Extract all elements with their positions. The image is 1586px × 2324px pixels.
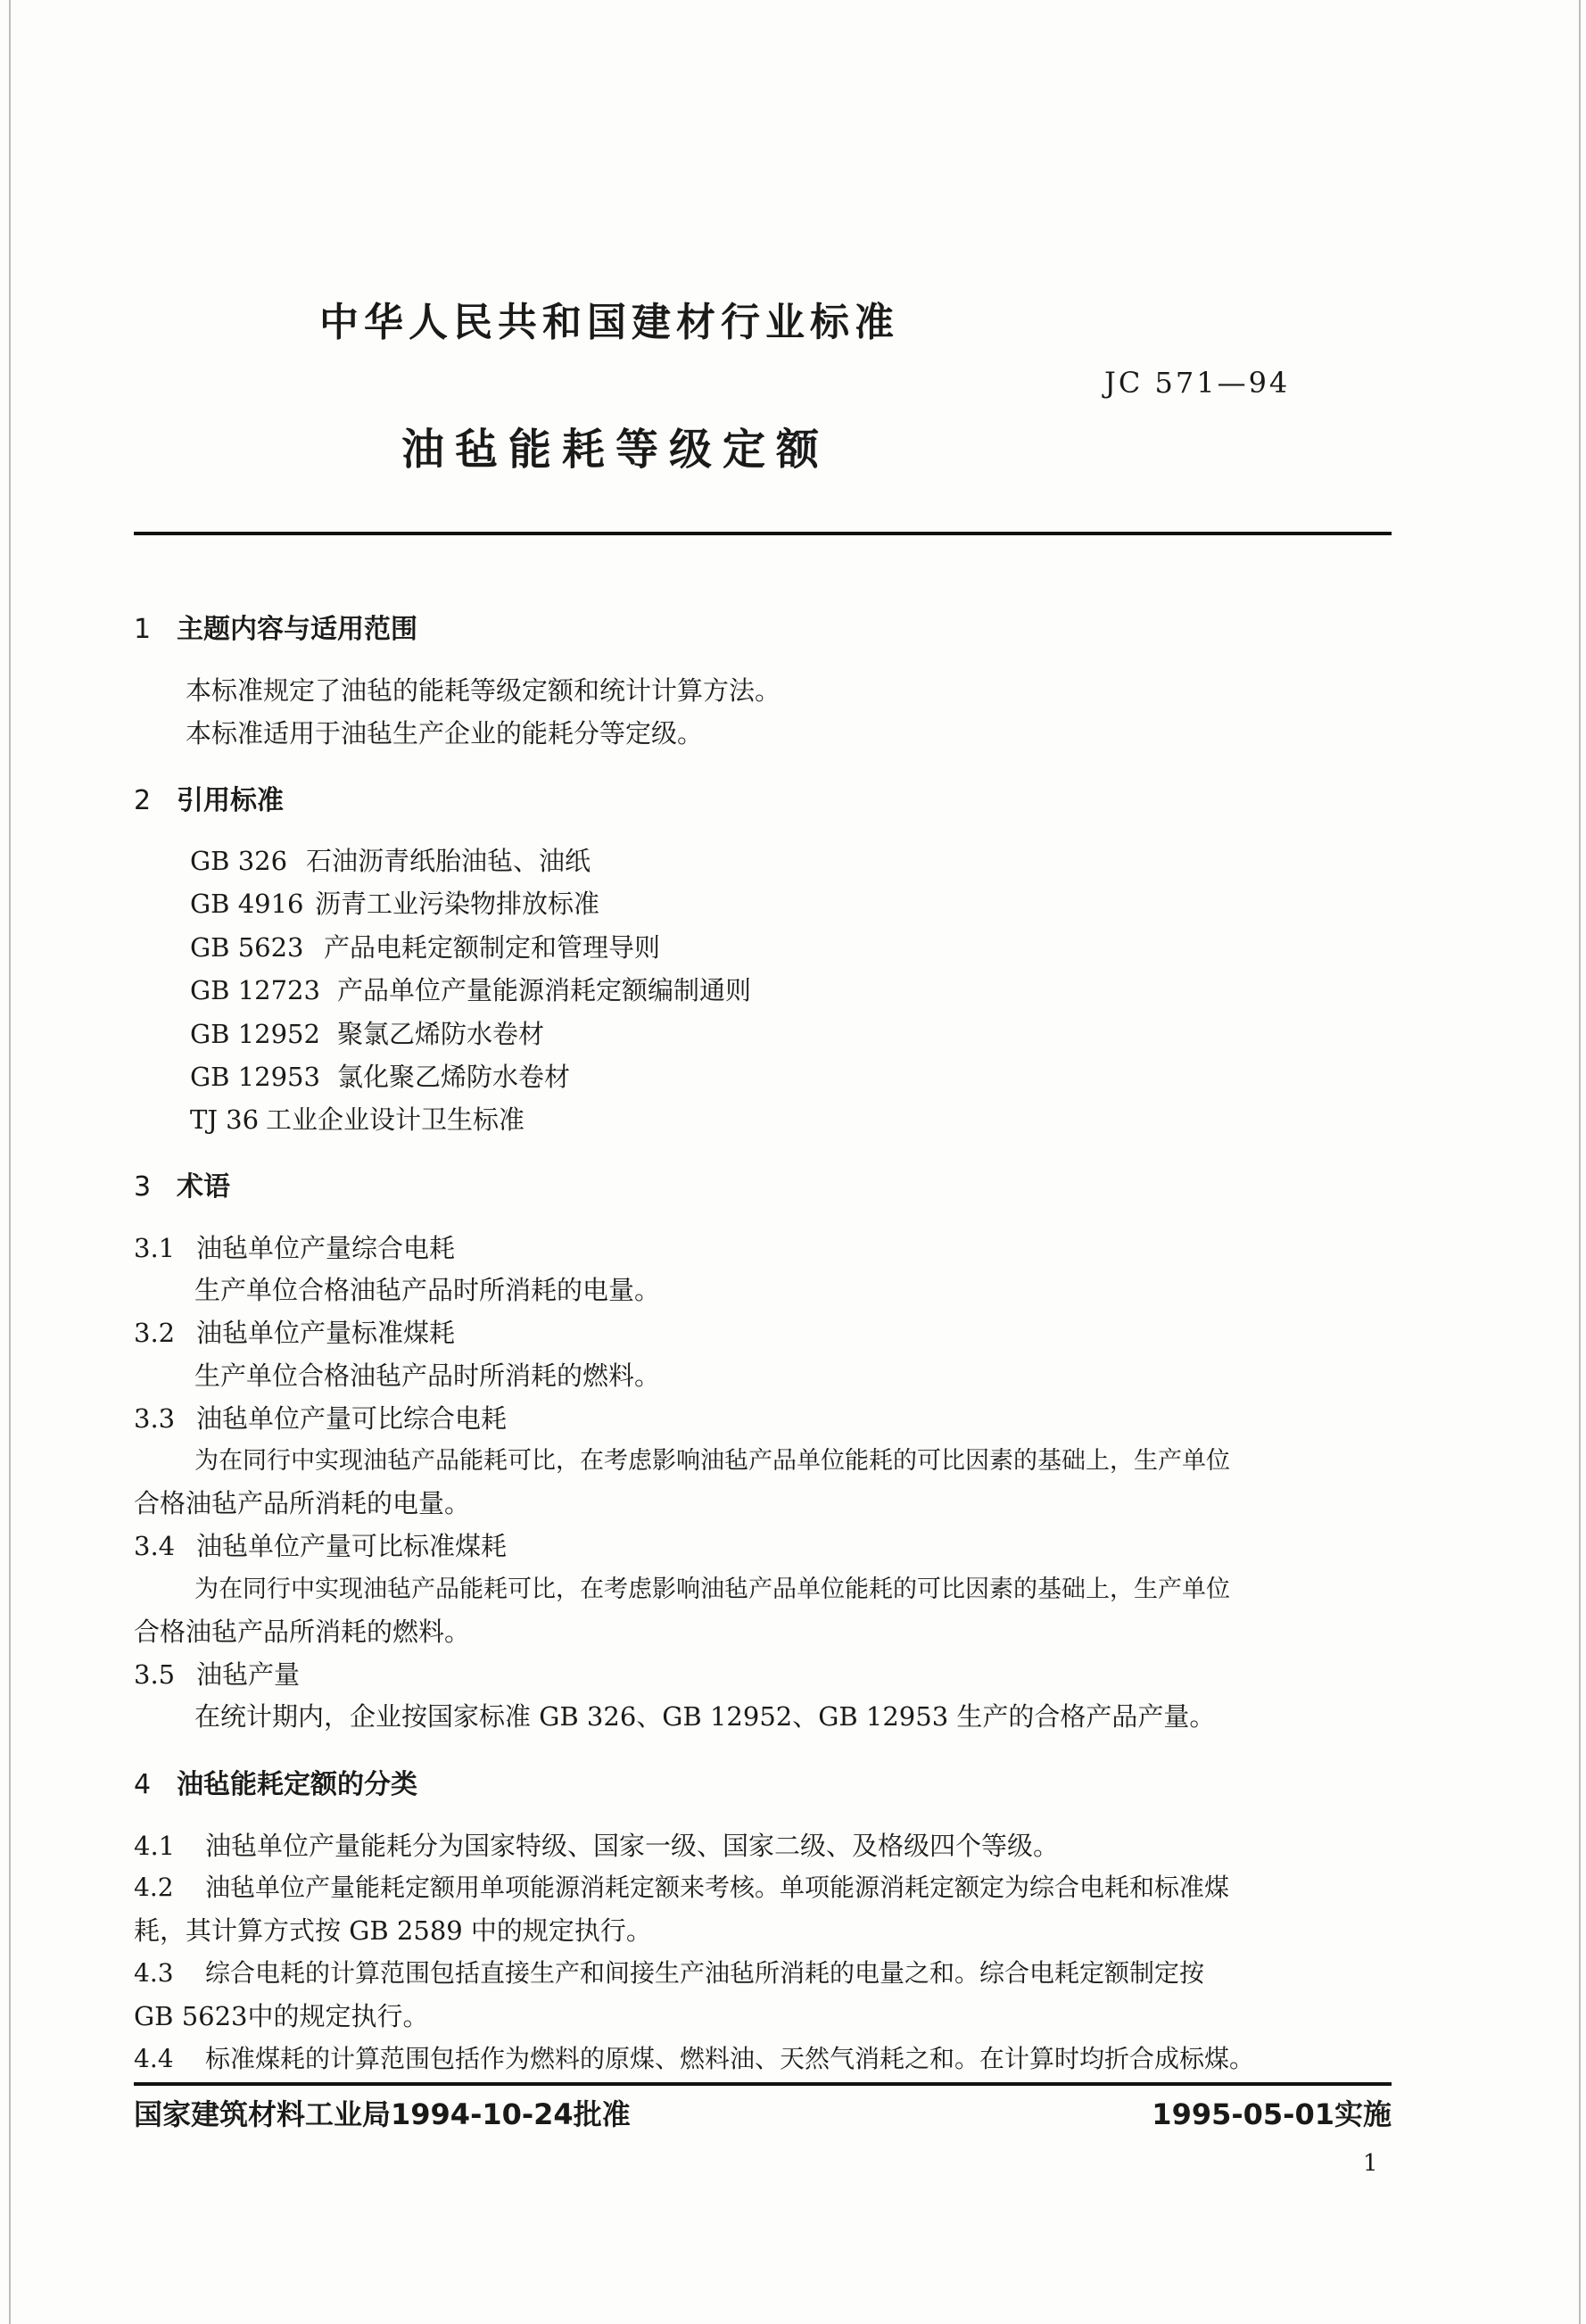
- clause-text: 标准煤耗的计算范围包括作为燃料的原煤、燃料油、天然气消耗之和。在计算时均折合成标煤。: [205, 2044, 1255, 2073]
- clause-text: 油毡单位产量能耗分为国家特级、国家一级、国家二级、及格级四个等级。: [205, 1831, 1060, 1861]
- section-title: 引用标准: [177, 785, 284, 816]
- term-number: 3.1: [134, 1233, 176, 1263]
- reference-name: 产品电耗定额制定和管理导则: [324, 932, 661, 963]
- reference-name: 工业企业设计卫生标准: [266, 1104, 525, 1135]
- section-title: 主题内容与适用范围: [177, 614, 417, 645]
- section-title: 术语: [177, 1171, 230, 1203]
- term-heading: [134, 1526, 507, 1563]
- reference-item: [190, 928, 660, 964]
- clause: [134, 1868, 1229, 1904]
- term-definition: 生产单位合格油毡产品时所消耗的电量。: [194, 1275, 661, 1305]
- term-number: 3.3: [134, 1403, 176, 1434]
- section-number: 2: [134, 785, 152, 816]
- reference-item: [190, 841, 591, 878]
- clause-number: 4.4: [134, 2044, 174, 2073]
- reference-item: [190, 1057, 570, 1094]
- term-name: 油毡产量: [196, 1659, 301, 1690]
- reference-name: 沥青工业污染物排放标准: [315, 889, 600, 919]
- term-name: 油毡单位产量可比综合电耗: [196, 1403, 508, 1434]
- section-number: 4: [134, 1769, 152, 1800]
- term-heading: [134, 1399, 507, 1435]
- reference-name: 石油沥青纸胎油毡、油纸: [306, 846, 591, 876]
- page-number: 1: [1363, 2150, 1378, 2177]
- term-name: 油毡单位产量标准煤耗: [196, 1318, 456, 1348]
- term-heading: [134, 1655, 300, 1691]
- term-definition: 为在同行中实现油毡产品能耗可比，在考虑影响油毡产品单位能耗的可比因素的基础上，生产单位: [194, 1447, 1230, 1475]
- clause: [134, 1954, 1204, 1989]
- section-1-heading: [134, 607, 417, 646]
- term-number: 3.5: [134, 1659, 176, 1690]
- section-number: 3: [134, 1171, 152, 1203]
- section-4-heading: [134, 1762, 417, 1801]
- term-definition-cont: 合格油毡产品所消耗的燃料。: [134, 1617, 471, 1647]
- clause-text-cont: 耗，其计算方式按 GB 2589 中的规定执行。: [134, 1915, 652, 1946]
- clause-number: 4.3: [134, 1958, 174, 1988]
- term-number: 3.4: [134, 1531, 176, 1561]
- term-name: 油毡单位产量综合电耗: [196, 1233, 456, 1263]
- reference-item: [190, 971, 751, 1007]
- reference-code: GB 12952: [190, 1019, 320, 1049]
- scan-edge-left: [9, 0, 11, 2324]
- reference-item: [190, 1100, 525, 1137]
- term-definition: 在统计期内，企业按国家标准 GB 326、GB 12952、GB 12953 生产的合格产品产量。: [194, 1701, 1216, 1732]
- term-definition: 为在同行中实现油毡产品能耗可比，在考虑影响油毡产品单位能耗的可比因素的基础上，生产单位: [194, 1576, 1230, 1603]
- term-name: 油毡单位产量可比标准煤耗: [196, 1531, 508, 1561]
- clause-number: 4.2: [134, 1873, 174, 1902]
- clause-text-cont: GB 5623中的规定执行。: [134, 2001, 429, 2031]
- clause: [134, 2039, 1254, 2075]
- clause-text: 综合电耗的计算范围包括直接生产和间接生产油毡所消耗的电量之和。综合电耗定额制定按: [205, 1958, 1205, 1988]
- term-definition-cont: 合格油毡产品所消耗的电量。: [134, 1488, 471, 1518]
- approval-line: 国家建筑材料工业局1994-10-24批准: [134, 2097, 631, 2131]
- effective-date: 1995-05-01实施: [1152, 2097, 1392, 2131]
- clause-number: 4.1: [134, 1831, 176, 1861]
- clause: [134, 1826, 1059, 1863]
- reference-name: 氯化聚乙烯防水卷材: [337, 1062, 571, 1092]
- section-title: 油毡能耗定额的分类: [177, 1769, 417, 1800]
- paragraph: 本标准适用于油毡生产企业的能耗分等定级。: [186, 718, 704, 748]
- header-rule: [134, 532, 1392, 535]
- term-heading: [134, 1313, 455, 1350]
- reference-code: GB 5623: [190, 932, 304, 963]
- clause-text: 油毡单位产量能耗定额用单项能源消耗定额来考核。单项能源消耗定额定为综合电耗和标准煤: [205, 1873, 1230, 1902]
- term-number: 3.2: [134, 1318, 176, 1348]
- reference-name: 产品单位产量能源消耗定额编制通则: [337, 975, 752, 1005]
- document-title: 油毡能耗等级定额: [401, 425, 830, 475]
- standard-number: JC 571—94: [1104, 366, 1291, 400]
- term-definition: 生产单位合格油毡产品时所消耗的燃料。: [194, 1360, 661, 1391]
- reference-code: GB 12723: [190, 975, 320, 1005]
- reference-code: TJ 36: [190, 1104, 260, 1135]
- paragraph: 本标准规定了油毡的能耗等级定额和统计计算方法。: [186, 675, 781, 706]
- reference-code: GB 4916: [190, 889, 304, 919]
- footer-rule: [134, 2082, 1392, 2086]
- reference-item: [190, 884, 599, 921]
- reference-item: [190, 1014, 544, 1051]
- reference-code: GB 12953: [190, 1062, 320, 1092]
- reference-code: GB 326: [190, 846, 288, 876]
- reference-name: 聚氯乙烯防水卷材: [337, 1019, 545, 1049]
- term-heading: [134, 1228, 455, 1265]
- section-2-heading: [134, 778, 284, 817]
- section-number: 1: [134, 614, 152, 645]
- authority-title: 中华人民共和国建材行业标准: [319, 300, 899, 345]
- scan-edge-right: [1579, 0, 1581, 2324]
- section-3-heading: [134, 1164, 230, 1203]
